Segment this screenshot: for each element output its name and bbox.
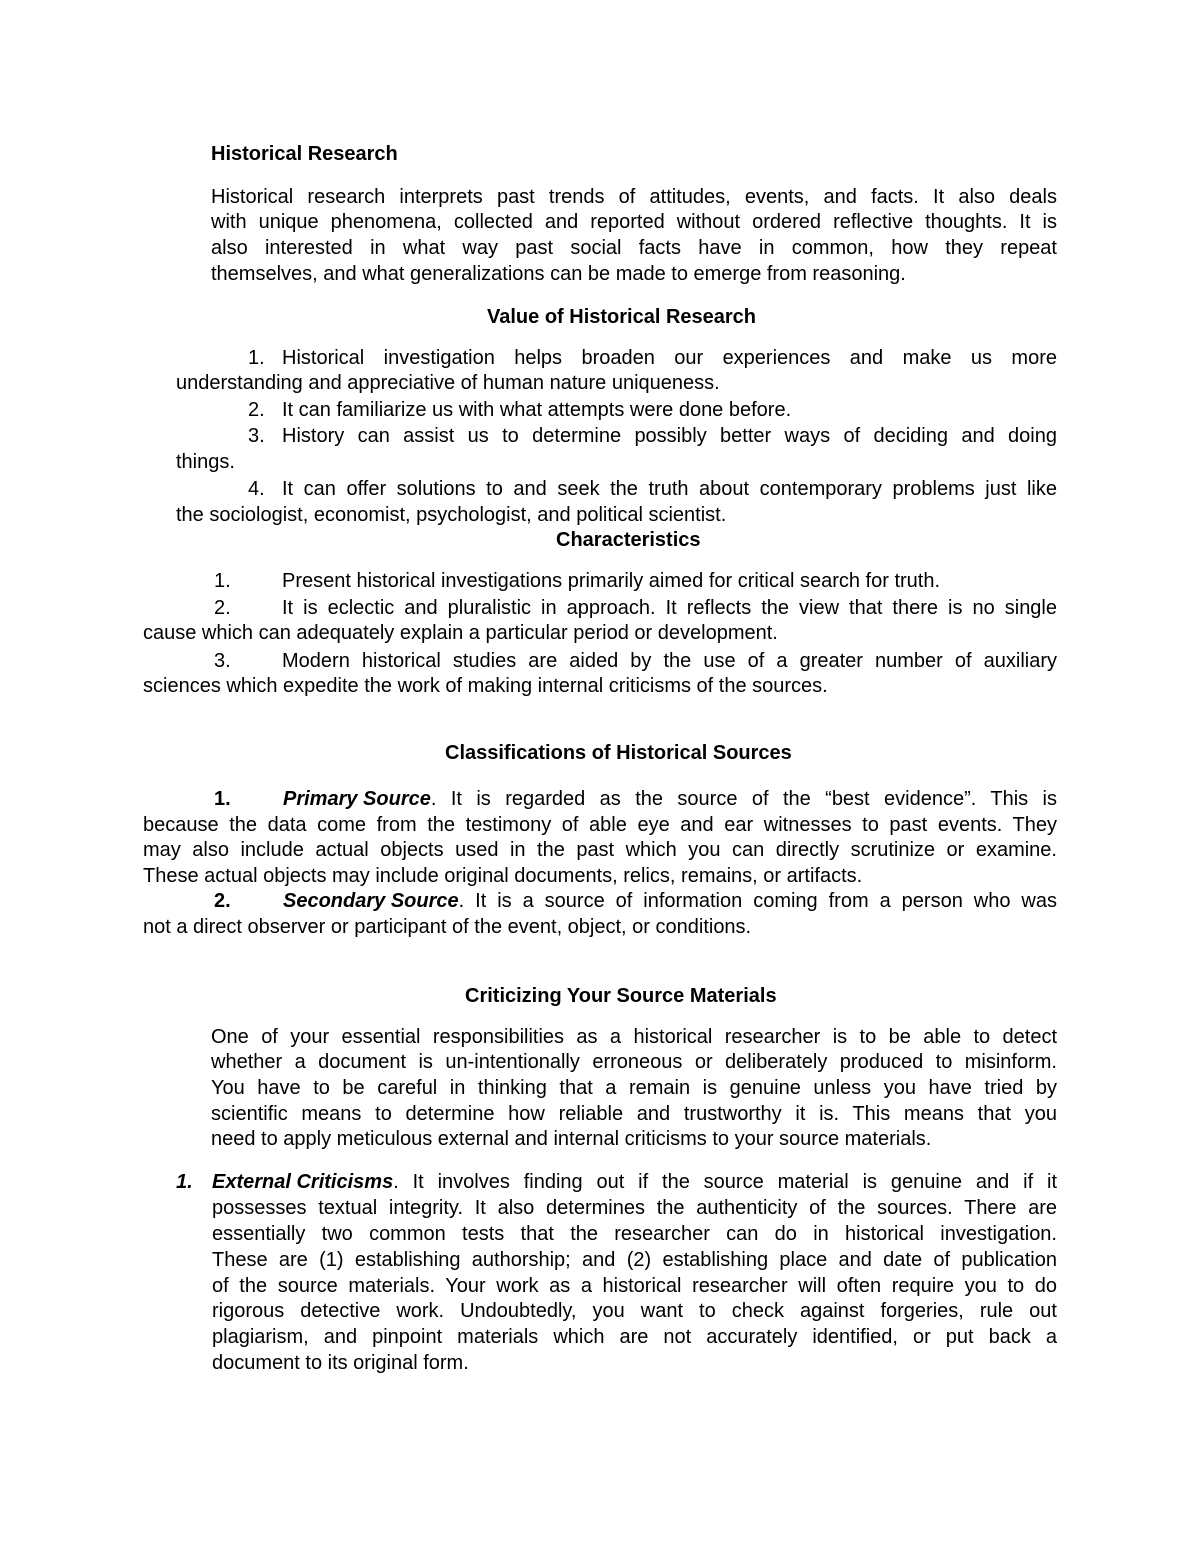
list-item-line: Present historical investigations primarily aimed for critical search for truth. xyxy=(282,570,941,592)
list-item-line: may also include actual objects used in the past which you can directly scrutinize or examine. xyxy=(143,839,1057,861)
list-item-line: sciences which expedite the work of making internal criticisms of the sources. xyxy=(143,675,828,697)
list-number: 1. xyxy=(214,788,231,810)
list-number: 4. xyxy=(248,478,265,500)
page-title: Historical Research xyxy=(211,143,398,165)
list-item-line: It is eclectic and pluralistic in approach. It reflects the view that there is no single xyxy=(282,597,1057,619)
list-item-line: document to its original form. xyxy=(212,1352,469,1374)
list-item-first-line xyxy=(283,786,1057,812)
list-number: 1. xyxy=(248,347,265,369)
list-item-line: rigorous detective work. Undoubtedly, you want to check against forgeries, rule out xyxy=(212,1300,1057,1322)
criticizing-heading: Criticizing Your Source Materials xyxy=(465,985,777,1007)
list-item-line: cause which can adequately explain a particular period or development. xyxy=(143,622,778,644)
list-number: 2. xyxy=(248,399,265,421)
paragraph-line: One of your essential responsibilities as a historical researcher is to be able to detect xyxy=(211,1026,1057,1048)
list-item-line: These are (1) establishing authorship; and (2) establishing place and date of publication xyxy=(212,1249,1057,1271)
intro-line: Historical research interprets past trends of attitudes, events, and facts. It also deals xyxy=(211,186,1057,208)
intro-line: themselves, and what generalizations can be made to emerge from reasoning. xyxy=(211,263,906,285)
list-item-line: History can assist us to determine possibly better ways of deciding and doing xyxy=(282,425,1057,447)
list-item-line: essentially two common tests that the researcher can do in historical investigation. xyxy=(212,1223,1057,1245)
list-item-line: not a direct observer or participant of the event, object, or conditions. xyxy=(143,916,752,938)
list-number: 1. xyxy=(214,570,231,592)
list-item-first-line xyxy=(283,888,1057,914)
list-item-line: . It involves finding out if the source material is genuine and if it xyxy=(393,1171,1057,1193)
list-item-line: the sociologist, economist, psychologist, and political scientist. xyxy=(176,504,727,526)
intro-line: with unique phenomena, collected and reported without ordered reflective thoughts. It is xyxy=(211,211,1057,233)
paragraph-line: scientific means to determine how reliable and trustworthy it is. This means that you xyxy=(211,1103,1057,1125)
list-number: 2. xyxy=(214,890,231,912)
classifications-heading: Classifications of Historical Sources xyxy=(445,742,792,764)
characteristics-heading: Characteristics xyxy=(556,529,701,551)
list-item-line: It can familiarize us with what attempts were done before. xyxy=(282,399,792,421)
list-item-line: plagiarism, and pinpoint materials which are not accurately identified, or put back a xyxy=(212,1326,1057,1348)
list-number: 2. xyxy=(214,597,231,619)
intro-line: also interested in what way past social facts have in common, how they repeat xyxy=(211,237,1057,259)
list-item-line: . It is a source of information coming from a person who was xyxy=(458,890,1057,912)
list-number: 1. xyxy=(176,1171,193,1193)
value-heading: Value of Historical Research xyxy=(487,306,757,328)
term-secondary-source: Secondary Source xyxy=(283,890,459,912)
list-item-line: things. xyxy=(176,451,235,473)
list-item-line: Historical investigation helps broaden our experiences and make us more xyxy=(282,347,1057,369)
list-number: 3. xyxy=(214,650,231,672)
paragraph-line: need to apply meticulous external and internal criticisms to your source materials. xyxy=(211,1128,932,1150)
list-item-first-line xyxy=(212,1169,1057,1195)
list-item-line: It can offer solutions to and seek the truth about contemporary problems just like xyxy=(282,478,1057,500)
paragraph-line: whether a document is un-intentionally erroneous or deliberately produced to misinform. xyxy=(211,1051,1057,1073)
list-item-line: of the source materials. Your work as a historical researcher will often require you to do xyxy=(212,1275,1057,1297)
list-item-line: understanding and appreciative of human nature uniqueness. xyxy=(176,372,720,394)
list-item-line: . It is regarded as the source of the “best evidence”. This is xyxy=(430,788,1057,810)
term-primary-source: Primary Source xyxy=(283,788,431,810)
list-item-line: Modern historical studies are aided by the use of a greater number of auxiliary xyxy=(282,650,1057,672)
term-external-criticisms: External Criticisms xyxy=(212,1171,394,1193)
paragraph-line: You have to be careful in thinking that a remain is genuine unless you have tried by xyxy=(211,1077,1057,1099)
list-item-line: possesses textual integrity. It also determines the authenticity of the sources. There are xyxy=(212,1197,1057,1219)
list-number: 3. xyxy=(248,425,265,447)
list-item-line: because the data come from the testimony of able eye and ear witnesses to past events. They xyxy=(143,814,1057,836)
list-item-line: These actual objects may include original documents, relics, remains, or artifacts. xyxy=(143,865,863,887)
